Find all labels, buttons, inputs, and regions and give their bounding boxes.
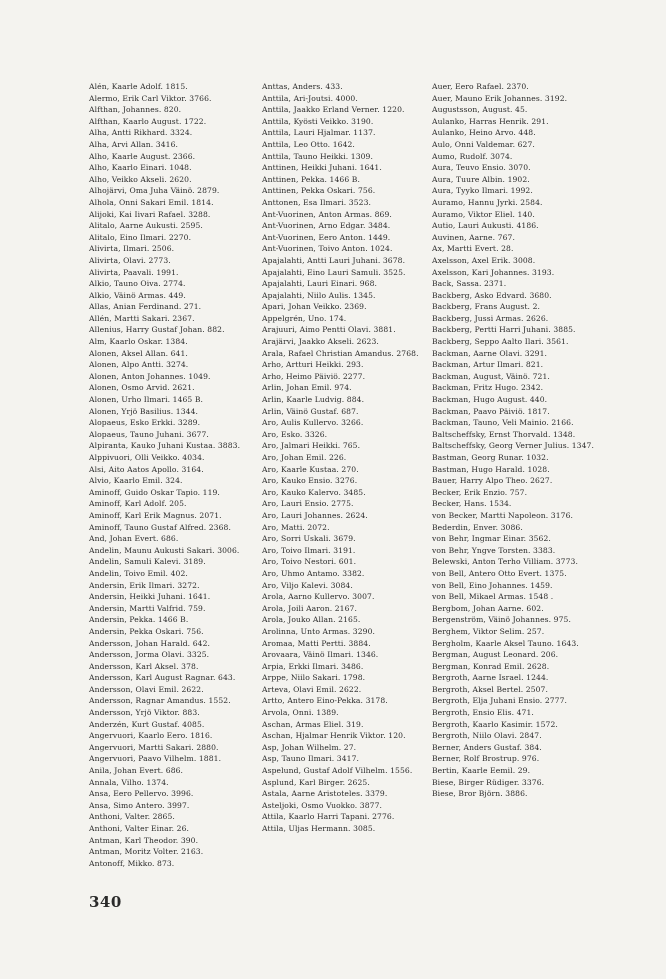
register-entry: Bergroth, Kaarlo Kasimir. 1572. — [432, 719, 558, 729]
register-entry: Alpiranta, Kauko Juhani Kustaa. 3883. — [89, 441, 241, 451]
register-entry: Bergenström, Väinö Johannes. 975. — [432, 615, 571, 625]
register-entry: Aschan, Armas Eliel. 319. — [262, 719, 364, 729]
register-entry: Bastman, Hugo Harald. 1028. — [432, 464, 550, 474]
register-entry: Apajalahti, Antti Lauri Juhani. 3678. — [262, 255, 406, 265]
register-entry: Aro, Kauko Ensio. 3276. — [262, 476, 358, 486]
register-entry: Auvinen, Aarne. 767. — [432, 232, 515, 242]
register-entry: Arvola, Onni. 1389. — [262, 708, 339, 718]
register-entry: Andersson, Yrjö Viktor. 883. — [89, 708, 200, 718]
register-entry: Anthoni, Valter Einar. 26. — [89, 824, 190, 833]
register-entry: Alonen, Osmo Arvid. 2621. — [89, 383, 195, 393]
register-entry: Arlin, Johan Emil. 974. — [262, 383, 352, 393]
register-entry: Biese, Birger Rüdiger. 3376. — [432, 777, 545, 787]
register-entry: Arlin, Väinö Gustaf. 687. — [262, 406, 359, 416]
register-entry: Aulanko, Harras Henrik. 291. — [432, 116, 549, 126]
register-entry: Alitalo, Aarne Aukusti. 2595. — [89, 221, 203, 231]
register-entry: Alhojärvi, Oma Juha Väinö. 2879. — [89, 186, 220, 196]
register-entry: Annala, Vilho. 1374. — [89, 777, 169, 787]
register-entry: Anttonen, Esa Ilmari. 3523. — [262, 197, 372, 207]
register-entry: Aspelund, Gustaf Adolf Vilhelm. 1556. — [262, 766, 413, 776]
register-entry: Aminoff, Karl Adolf. 205. — [89, 499, 187, 509]
register-entry: Asp, Tauno Ilmari. 3417. — [262, 754, 360, 764]
register-entry: Anderzén, Kurt Gustaf. 4085. — [89, 719, 205, 729]
register-entry: Auer, Eero Rafael. 2370. — [432, 82, 529, 91]
register-entry: Andelin, Toivo Emil. 402. — [89, 568, 188, 578]
register-entry: Bergroth, Elja Juhani Ensio. 2777. — [432, 696, 568, 706]
register-entry: von Bell, Mikael Armas. 1548 . — [432, 592, 554, 602]
register-entry: Alopaeus, Tauno Juhani. 3677. — [89, 429, 209, 439]
register-entry: Bauer, Harry Alpo Theo. 2627. — [432, 476, 553, 486]
column-2 — [262, 81, 430, 835]
register-entry: Arola, Jouko Allan. 2165. — [262, 615, 361, 625]
register-entry: Bergman, August Leonard. 206. — [432, 650, 559, 660]
register-entry: Aminoff, Tauno Gustaf Alfred. 2368. — [89, 522, 231, 532]
register-entry: Asp, Johan Wilhelm. 27. — [262, 742, 357, 752]
register-entry: Alppivuori, Olli Veikko. 4034. — [89, 453, 205, 462]
register-entry: von Bell, Antero Otto Evert. 1375. — [432, 568, 567, 578]
register-entry: Alkio, Väinö Armas. 449. — [89, 290, 186, 300]
register-entry: Alonen, Aksel Allan. 641. — [89, 348, 188, 358]
register-entry: Angervuori, Kaarlo Eero. 1816. — [89, 731, 213, 741]
register-entry: Becker, Hans. 1534. — [432, 499, 512, 509]
register-entry: Backman, August, Väinö. 721. — [432, 371, 550, 381]
register-entry: Bederdin, Enver. 3086. — [432, 522, 523, 532]
register-entry: Aro, Sorri Uskali. 3679. — [262, 534, 356, 544]
register-entry: Ant-Vuorinen, Anton Armas. 869. — [262, 209, 392, 219]
register-entry: Arpia, Erkki Ilmari. 3486. — [262, 661, 364, 671]
register-entry: Arajuuri, Aimo Pentti Olavi. 3881. — [262, 325, 396, 335]
register-entry: Alijoki, Kai Iivari Rafael. 3288. — [89, 209, 211, 219]
register-entry: Backman, Fritz Hugo. 2342. — [432, 383, 544, 393]
register-entry: Backberg, Frans August. 2. — [432, 302, 541, 312]
register-entry: Appelgrén, Uno. 174. — [262, 313, 347, 323]
register-entry: Alm, Kaarlo Oskar. 1384. — [89, 337, 188, 347]
register-entry: Alonen, Anton Johannes. 1049. — [89, 371, 211, 381]
register-entry: Auramo, Hannu Jyrki. 2584. — [432, 197, 543, 207]
register-entry: And, Johan Evert. 686. — [89, 534, 179, 544]
register-entry: Aro, Toivo Nestori. 601. — [262, 557, 357, 567]
register-entry: Aminoff, Karl Erik Magnus. 2071. — [89, 510, 222, 520]
register-entry: Backman, Hugo August. 440. — [432, 395, 548, 405]
register-entry: Berner, Anders Gustaf. 384. — [432, 742, 542, 752]
register-entry: Attila, Uljas Hermann. 3085. — [262, 824, 376, 833]
register-entry: Alho, Veikko Akseli. 2620. — [89, 174, 192, 184]
register-entry: Andelin, Maunu Aukusti Sakari. 3006. — [89, 545, 240, 555]
register-entry: Andersson, Jorma Olavi. 3325. — [89, 650, 210, 660]
register-entry: Aro, Toivo Ilmari. 3191. — [262, 545, 356, 555]
register-entry: Aulo, Onni Valdemar. 627. — [432, 139, 535, 149]
register-entry: Anttila, Kyösti Veikko. 3190. — [262, 116, 374, 126]
register-entry: Bergman, Konrad Emil. 2628. — [432, 661, 550, 671]
register-entry: Bertin, Kaarle Eemil. 29. — [432, 766, 531, 776]
register-entry: Alivirta, Olavi. 2773. — [89, 255, 171, 265]
register-entry: Apari, Johan Veikko. 2369. — [262, 302, 367, 312]
register-entry: Andersin, Martti Valfrid. 759. — [89, 603, 206, 613]
register-entry: Auramo, Viktor Eliel. 140. — [432, 209, 535, 219]
register-entry: Aura, Tuure Albin. 1902. — [432, 174, 530, 184]
register-entry: Andelin, Samuli Kalevi. 3189. — [89, 557, 206, 567]
register-entry: Apajalahti, Eino Lauri Samuli. 3525. — [262, 267, 406, 277]
register-entry: Berghem, Viktor Selim. 257. — [432, 626, 545, 636]
register-entry: Backman, Artur Ilmari. 821. — [432, 360, 544, 370]
register-entry: Arppe, Niilo Sakari. 1798. — [262, 673, 366, 683]
register-entry: Arala, Rafael Christian Amandus. 2768. — [262, 348, 419, 358]
register-entry: Autio, Lauri Aukusti. 4186. — [432, 221, 539, 231]
register-entry: Biese, Bror Björn. 3886. — [432, 789, 528, 799]
register-entry: Bergroth, Ensio Elis. 471. — [432, 708, 534, 718]
register-entry: Alermo, Erik Carl Viktor. 3766. — [89, 93, 212, 103]
register-entry: Alonen, Alpo Antti. 3274. — [89, 360, 189, 370]
register-entry: Andersin, Pekka Oskari. 756. — [89, 626, 204, 636]
register-entry: Aumo, Rudolf. 3074. — [432, 151, 513, 161]
register-entry: von Becker, Martti Napoleon. 3176. — [432, 510, 574, 520]
register-entry: Anttila, Jaakko Erland Verner. 1220. — [262, 105, 405, 115]
register-entry: Asteljoki, Osmo Vuokko. 3877. — [262, 800, 383, 810]
register-entry: Anttila, Ari-Joutsi. 4000. — [262, 93, 358, 103]
register-entry: Antman, Moritz Volter. 2163. — [89, 847, 204, 857]
register-entry: Asplund, Karl Birger. 2625. — [262, 777, 370, 787]
register-entry: Bergroth, Aksel Bertel. 2507. — [432, 684, 549, 694]
register-entry: Andersson, Karl Aksel. 378. — [89, 661, 199, 671]
register-entry: Ax, Martti Evert. 28. — [432, 244, 514, 254]
register-entry: Arajärvi, Jaakko Akseli. 2623. — [262, 337, 379, 347]
register-entry: Alhola, Onni Sakari Emil. 1814. — [89, 197, 214, 207]
register-entry: Arovaara, Väinö Ilmari. 1346. — [262, 650, 379, 660]
register-entry: Aro, Kaarle Kustaa. 270. — [262, 464, 359, 474]
register-entry: Andersin, Heikki Juhani. 1641. — [89, 592, 211, 602]
register-entry: Antonoff, Mikko. 873. — [89, 858, 175, 868]
register-entry: Aromaa, Matti Pertti. 3884. — [262, 638, 371, 648]
register-entry: Bergroth, Niilo Olavi. 2847. — [432, 731, 542, 741]
register-entry: Aro, Matti. 2072. — [262, 522, 330, 532]
register-entry: Anthoni, Valter. 2865. — [89, 812, 175, 822]
register-entry: Backberg, Seppo Aalto Ilari. 3561. — [432, 337, 569, 347]
register-entry: Allén, Martti Sakari. 2367. — [89, 313, 195, 323]
register-entry: Bergroth, Aarne Israel. 1244. — [432, 673, 549, 683]
register-entry: Alivirta, Ilmari. 2506. — [89, 244, 175, 254]
register-entry: Allas, Anian Ferdinand. 271. — [89, 302, 202, 312]
register-entry: Aura, Tyyko Ilmari. 1992. — [432, 186, 533, 196]
register-entry: Bergholm, Kaarle Aksel Tauno. 1643. — [432, 638, 579, 648]
register-entry: Backberg, Asko Edvard. 3680. — [432, 290, 552, 300]
register-entry: Alén, Kaarle Adolf. 1815. — [89, 82, 188, 91]
register-entry: Becker, Erik Enzio. 757. — [432, 487, 528, 497]
register-entry: Anttila, Tauno Heikki. 1309. — [262, 151, 374, 161]
register-entry: Alonen, Yrjö Basilius. 1344. — [89, 406, 199, 416]
register-entry: Aro, Johan Emil. 226. — [262, 453, 347, 462]
register-entry: Arolinna, Unto Armas. 3290. — [262, 626, 376, 636]
register-entry: Artto, Antero Eino-Pekka. 3178. — [262, 696, 388, 706]
register-entry: Andersson, Ragnar Amandus. 1552. — [89, 696, 231, 706]
register-entry: Backberg, Pertti Harri Juhani. 3885. — [432, 325, 576, 335]
register-entry: Aro, Esko. 3326. — [262, 429, 328, 439]
register-entry: Baltscheffsky, Ernst Thorvald. 1348. — [432, 429, 576, 439]
register-entry: Apajalahti, Lauri Einari. 968. — [262, 279, 378, 289]
register-entry: Allenius, Harry Gustaf Johan. 882. — [89, 325, 225, 335]
register-entry: Arola, Joili Aaron. 2167. — [262, 603, 357, 613]
register-entry: Aulanko, Heino Arvo. 448. — [432, 128, 536, 138]
register-entry: Alha, Arvi Allan. 3416. — [89, 139, 179, 149]
register-entry: Aro, Lauri Johannes. 2624. — [262, 510, 368, 520]
register-entry: Ansa, Eero Pellervo. 3996. — [89, 789, 194, 799]
register-entry: Arteva, Olavi Emil. 2622. — [262, 684, 362, 694]
register-entry: Anttinen, Pekka. 1466 B. — [262, 174, 360, 184]
register-entry: von Behr, Ingmar Einar. 3562. — [432, 534, 551, 544]
register-entry: Back, Sassa. 2371. — [432, 279, 507, 289]
register-entry: Alkio, Tauno Oiva. 2774. — [89, 279, 186, 289]
register-entry: von Behr, Yngve Torsten. 3383. — [432, 545, 556, 555]
register-entry: Arho, Artturi Heikki. 293. — [262, 360, 364, 370]
register-entry: Andersson, Karl August Ragnar. 643. — [89, 673, 236, 683]
register-entry: Aschan, Hjalmar Henrik Viktor. 120. — [262, 731, 406, 741]
register-entry: Alvio, Kaarlo Emil. 324. — [89, 476, 183, 486]
register-entry: Aro, Viljo Kalevi. 3084. — [262, 580, 353, 590]
register-entry: Backman, Paavo Päiviö. 1817. — [432, 406, 550, 416]
register-entry: Ant-Vuorinen, Eero Anton. 1449. — [262, 232, 391, 242]
register-entry: Augustsson, August. 45. — [432, 105, 528, 115]
register-entry: Backman, Aarne Olavi. 3291. — [432, 348, 548, 358]
register-entry: Angervuori, Martti Sakari. 2880. — [89, 742, 219, 752]
register-entry: Aro, Lauri Ensio. 2775. — [262, 499, 354, 509]
register-entry: Anttila, Lauri Hjalmar. 1137. — [262, 128, 376, 138]
register-entry: Axelsson, Kari Johannes. 3193. — [432, 267, 555, 277]
register-entry: Arlin, Kaarle Ludvig. 884. — [262, 395, 365, 405]
register-entry: Alha, Antti Rikhard. 3324. — [89, 128, 193, 138]
register-entry: Andersson, Johan Harald. 642. — [89, 638, 211, 648]
register-entry: von Bell, Eino Johannes. 1459. — [432, 580, 553, 590]
register-entry: Attila, Kaarlo Harri Tapani. 2776. — [262, 812, 395, 822]
register-entry: Ansa, Simo Antero. 3997. — [89, 800, 190, 810]
register-entry: Astala, Aarne Aristoteles. 3379. — [262, 789, 388, 799]
register-entry: Alonen, Urho Ilmari. 1465 B. — [89, 395, 204, 405]
register-entry: Berner, Rolf Brostrup. 976. — [432, 754, 540, 764]
column-3 — [432, 81, 604, 800]
register-entry: Backman, Tauno, Veli Mainio. 2166. — [432, 418, 574, 428]
register-entry: Aro, Kauko Kalervo. 3485. — [262, 487, 366, 497]
register-entry: Alfthan, Johannes. 820. — [89, 105, 182, 115]
register-entry: Arola, Aarno Kullervo. 3007. — [262, 592, 375, 602]
register-entry: Auer, Mauno Erik Johannes. 3192. — [432, 93, 568, 103]
register-entry: Baltscheffsky, Georg Verner Julius. 1347. — [432, 441, 594, 451]
register-entry: Ant-Vuorinen, Toivo Anton. 1024. — [262, 244, 393, 254]
register-entry: Alho, Kaarle August. 2366. — [89, 151, 196, 161]
register-entry: Arho, Heimo Päiviö. 2277. — [262, 371, 366, 381]
register-entry: Antman, Karl Theodor. 390. — [89, 835, 199, 845]
register-entry: Alfthan, Kaarlo August. 1722. — [89, 116, 207, 126]
register-entry: Apajalahti, Niilo Aulis. 1345. — [262, 290, 376, 300]
register-entry: Ant-Vuorinen, Arno Edgar. 3484. — [262, 221, 391, 231]
register-entry: Alitalo, Eino Ilmari. 2270. — [89, 232, 192, 242]
register-entry: Axelsson, Axel Erik. 3008. — [432, 255, 536, 265]
register-entry: Angervuori, Paavo Vilhelm. 1881. — [89, 754, 222, 764]
register-entry: Anttinen, Pekka Oskari. 756. — [262, 186, 376, 196]
register-entry: Aminoff, Guido Oskar Tapio. 119. — [89, 487, 220, 497]
register-entry: Anttila, Leo Otto. 1642. — [262, 139, 355, 149]
register-entry: Belewski, Anton Terho Villiam. 3773. — [432, 557, 578, 567]
register-entry: Aro, Jalmari Heikki. 765. — [262, 441, 361, 451]
register-entry: Bergbom, Johan Aarne. 602. — [432, 603, 544, 613]
register-entry: Anila, Johan Evert. 686. — [89, 766, 184, 776]
register-entry: Alivirta, Paavali. 1991. — [89, 267, 179, 277]
register-entry: Alsi, Aito Aatos Apollo. 3164. — [89, 464, 204, 474]
register-entry: Andersin, Pekka. 1466 B. — [89, 615, 189, 625]
page-number: 340 — [89, 893, 122, 911]
register-entry: Backberg, Jussi Armas. 2626. — [432, 313, 549, 323]
register-entry: Aro, Uhmo Antamo. 3382. — [262, 568, 365, 578]
register-entry: Alho, Kaarlo Einari. 1048. — [89, 163, 192, 173]
register-entry: Aura, Teuvo Ensio. 3070. — [432, 163, 531, 173]
register-entry: Andersson, Olavi Emil. 2622. — [89, 684, 204, 694]
register-entry: Alopaeus, Esko Erkki. 3289. — [89, 418, 201, 428]
register-entry: Anttas, Anders. 433. — [262, 82, 343, 91]
register-entry: Bastman, Georg Runar. 1032. — [432, 453, 549, 462]
register-entry: Anttinen, Heikki Juhani. 1641. — [262, 163, 382, 173]
column-1 — [89, 81, 257, 869]
register-entry: Andersin, Erik Ilmari. 3272. — [89, 580, 200, 590]
register-entry: Aro, Aulis Kullervo. 3266. — [262, 418, 364, 428]
